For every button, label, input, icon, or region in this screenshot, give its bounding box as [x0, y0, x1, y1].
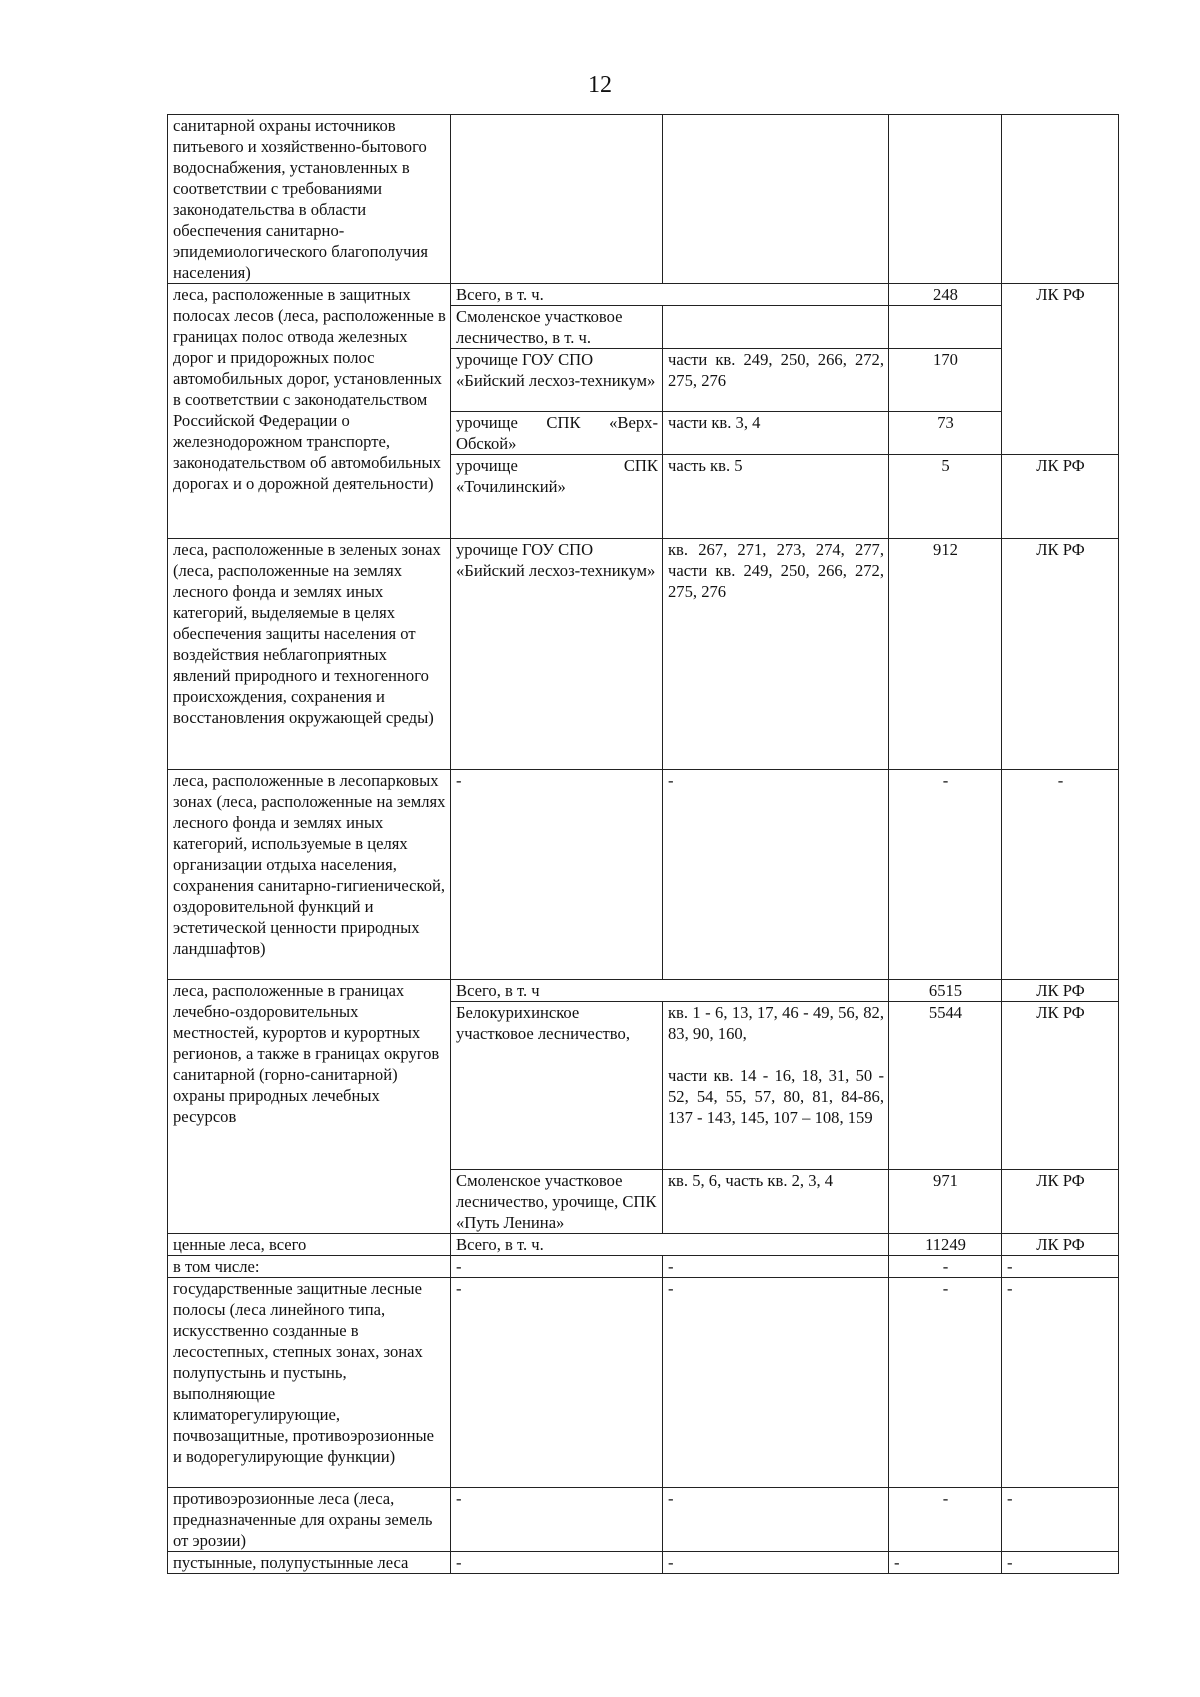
tract-name-cell: урочище СПК «Верх-Обской»: [451, 412, 663, 455]
table-row: [168, 770, 1119, 980]
total-label-cell: Всего, в т. ч.: [451, 1234, 889, 1256]
category-cell: санитарной охраны источников питьевого и хозяйственно-бытового водоснабжения, установленных в соответствии с требованиями законодательства в области обеспечения санитарно-эпидемиологического благополучия населения): [168, 115, 451, 284]
legal-basis-cell: ЛК РФ: [1002, 539, 1119, 770]
area-cell: 971: [889, 1170, 1002, 1234]
empty-cell: [663, 306, 889, 349]
table-row: [168, 115, 1119, 284]
table-row: [168, 1552, 1119, 1574]
tract-name-cell: -: [451, 1256, 663, 1278]
legal-basis-cell: ЛК РФ: [1002, 1234, 1119, 1256]
total-label-cell: Всего, в т. ч.: [451, 284, 889, 306]
legal-basis-cell: -: [1002, 1256, 1119, 1278]
legal-basis-cell: -: [1002, 1278, 1119, 1488]
category-cell: противоэрозионные леса (леса, предназначенные для охраны земель от эрозии): [168, 1488, 451, 1552]
category-cell: государственные защитные лесные полосы (леса линейного типа, искусственно созданные в лесостепных, степных зонах, зонах полупустынь и пустынь, выполняющие климаторегулирующие, почвозащитные, противоэрозионные и водорегулирующие функции): [168, 1278, 451, 1488]
table-row: [168, 1234, 1119, 1256]
quarters-cell: -: [663, 1278, 889, 1488]
legal-basis-cell: ЛК РФ: [1002, 455, 1119, 539]
area-cell: 248: [889, 284, 1002, 306]
table-row: [168, 1256, 1119, 1278]
category-cell: пустынные, полупустынные леса: [168, 1552, 451, 1574]
tract-name-cell: урочище ГОУ СПО «Бийский лесхоз-техникум»: [451, 349, 663, 412]
tract-name-cell: урочище СПК «Точилинский»: [451, 455, 663, 539]
area-cell: 5: [889, 455, 1002, 539]
forestry-name-cell: Смоленское участковое лесничество, в т. ч.: [451, 306, 663, 349]
area-cell: -: [889, 1278, 1002, 1488]
quarters-cell: части кв. 249, 250, 266, 272, 275, 276: [663, 349, 889, 412]
table-row: [168, 539, 1119, 770]
empty-cell: [663, 115, 889, 284]
tract-name-cell: -: [451, 1488, 663, 1552]
quarters-cell: кв. 5, 6, часть кв. 2, 3, 4: [663, 1170, 889, 1234]
quarters-cell: кв. 267, 271, 273, 274, 277, части кв. 249, 250, 266, 272, 275, 276: [663, 539, 889, 770]
quarters-text: кв. 1 - 6, 13, 17, 46 - 49, 56, 82, 83, 90, 160,: [668, 1003, 884, 1043]
table-row: [168, 980, 1119, 1002]
empty-cell: [451, 115, 663, 284]
area-cell: 6515: [889, 980, 1002, 1002]
legal-basis-cell: -: [1002, 770, 1119, 980]
area-cell: -: [889, 770, 1002, 980]
quarters-cell: часть кв. 5: [663, 455, 889, 539]
quarters-cell: -: [663, 770, 889, 980]
legal-basis-cell: ЛК РФ: [1002, 284, 1119, 455]
area-cell: 11249: [889, 1234, 1002, 1256]
legal-basis-cell: -: [1002, 1488, 1119, 1552]
category-cell: в том числе:: [168, 1256, 451, 1278]
forestry-name-cell: Белокурихинское участковое лесничество,: [451, 1002, 663, 1170]
category-cell: леса, расположенные в защитных полосах лесов (леса, расположенные в границах полос отвода железных дорог и придорожных полос автомобильных дорог, установленных в соответствии с законодательством Российской Федерации о железнодорожном транспорте, законодательством об автомобильных дорогах и о дорожной деятельности): [168, 284, 451, 539]
quarters-cell: части кв. 3, 4: [663, 412, 889, 455]
area-cell: -: [889, 1488, 1002, 1552]
table-row: [168, 284, 1119, 306]
area-cell: -: [889, 1256, 1002, 1278]
quarters-cell: -: [663, 1488, 889, 1552]
legal-basis-cell: ЛК РФ: [1002, 1170, 1119, 1234]
tract-name-cell: -: [451, 1552, 663, 1574]
total-label-cell: Всего, в т. ч: [451, 980, 889, 1002]
area-cell: 73: [889, 412, 1002, 455]
protective-forests-table: [167, 114, 1119, 1574]
empty-cell: [1002, 115, 1119, 284]
category-cell: леса, расположенные в границах лечебно-оздоровительных местностей, курортов и курортных регионов, а также в границах округов санитарной (горно-санитарной) охраны природных лечебных ресурсов: [168, 980, 451, 1234]
quarters-cell: -: [663, 1552, 889, 1574]
table-row: [168, 1488, 1119, 1552]
area-cell: -: [889, 1552, 1002, 1574]
tract-name-cell: -: [451, 1278, 663, 1488]
category-cell: ценные леса, всего: [168, 1234, 451, 1256]
legal-basis-cell: -: [1002, 1552, 1119, 1574]
legal-basis-cell: ЛК РФ: [1002, 1002, 1119, 1170]
forestry-name-cell: Смоленское участковое лесничество, урочище, СПК «Путь Ленина»: [451, 1170, 663, 1234]
page-number: 12: [588, 72, 612, 98]
empty-cell: [889, 306, 1002, 349]
quarters-cell: [663, 1002, 889, 1170]
area-cell: 170: [889, 349, 1002, 412]
category-cell: леса, расположенные в лесопарковых зонах (леса, расположенные на землях лесного фонда и землях иных категорий, используемые в целях организации отдыха населения, сохранения санитарно-гигиенической, оздоровительной функций и эстетической ценности природных ландшафтов): [168, 770, 451, 980]
quarters-text: части кв. 14 - 16, 18, 31, 50 - 52, 54, 55, 57, 80, 81, 84-86, 137 - 143, 145, 107 – 108, 159: [668, 1066, 884, 1127]
area-cell: 5544: [889, 1002, 1002, 1170]
quarters-cell: -: [663, 1256, 889, 1278]
category-cell: леса, расположенные в зеленых зонах (леса, расположенные на землях лесного фонда и землях иных категорий, выделяемые в целях обеспечения защиты населения от воздействия неблагоприятных явлений природного и техногенного происхождения, сохранения и восстановления окружающей среды): [168, 539, 451, 770]
area-cell: 912: [889, 539, 1002, 770]
tract-name-cell: урочище ГОУ СПО «Бийский лесхоз-техникум»: [451, 539, 663, 770]
tract-name-cell: -: [451, 770, 663, 980]
legal-basis-cell: ЛК РФ: [1002, 980, 1119, 1002]
empty-cell: [889, 115, 1002, 284]
table-row: [168, 1278, 1119, 1488]
